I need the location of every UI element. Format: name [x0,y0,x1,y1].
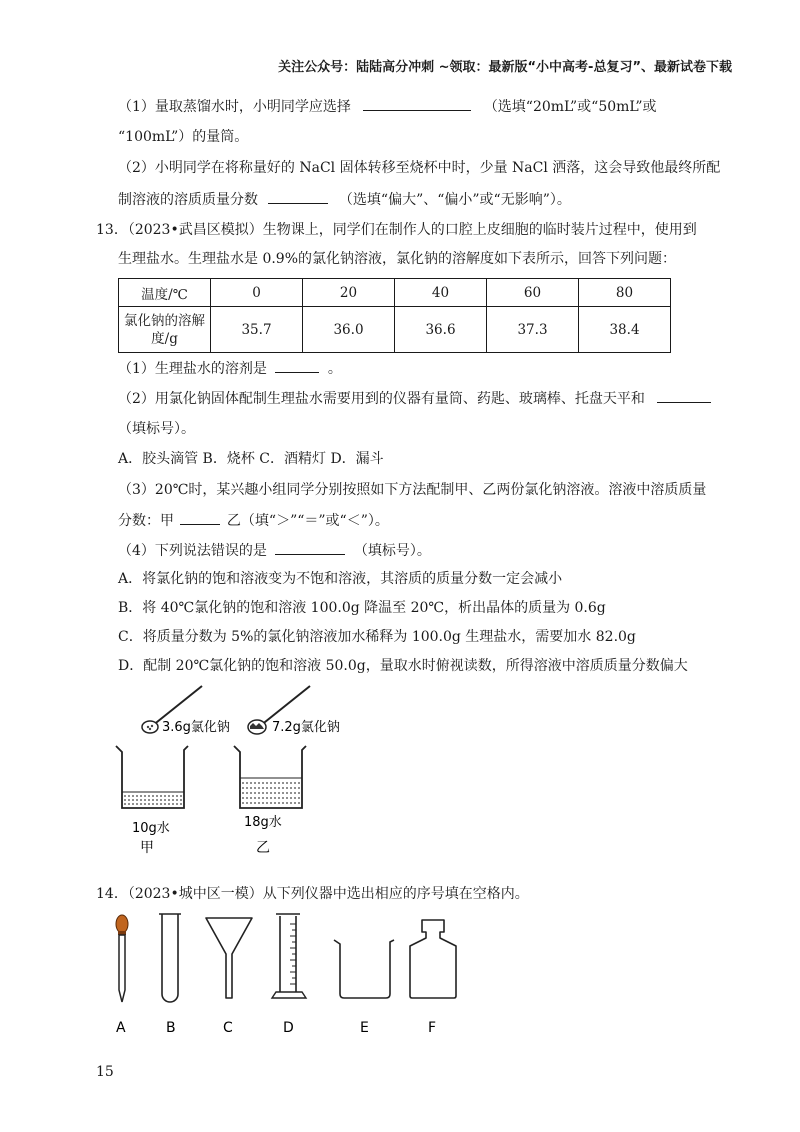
page-number: 15 [96,1064,114,1080]
table-cell: 35.7 [211,307,303,353]
reagent-bottle-icon [410,920,456,998]
answer-blank[interactable] [275,540,345,555]
solubility-table [118,278,671,353]
q14-stem: 14．（2023•城中区一模）从下列仪器中选出相应的序号填在空格内。 [96,886,529,902]
label-b: B [166,1020,176,1036]
answer-blank[interactable] [275,358,319,373]
label-f: F [428,1020,437,1036]
beaker-yi [234,746,306,808]
jia-label: 甲 [140,840,154,856]
table-cell: 40 [395,279,487,307]
table-cell: 37.3 [487,307,579,353]
table-cell: 38.4 [579,307,671,353]
table-row [119,307,671,353]
q13-p1: （1）生理盐水的溶剂是 [118,361,267,377]
answer-blank[interactable] [657,388,711,403]
yi-label: 乙 [256,840,270,856]
table-cell [119,307,211,353]
table-cell: 20 [303,279,395,307]
table-cell: 0 [211,279,303,307]
q13-part4 [118,540,431,561]
page-header: 关注公众号：陆陆高分冲刺 ~领取：最新版“小中高考-总复习”、最新试卷下载 [278,60,732,75]
q13-stem-line1: 13．（2023•武昌区模拟）生物课上，同学们在制作人的口腔上皮细胞的临时装片过程中，使用到 [96,222,697,238]
q13-p2b: （填标号）。 [118,421,195,437]
q13-p3b-1: 分数：甲 [118,513,174,529]
table-cell: 80 [579,279,671,307]
row-label-line1: 氯化钠的溶解 [124,312,205,329]
table-cell: 温度/℃ [119,279,211,307]
q13-part1 [118,358,342,379]
beaker-jia [116,746,188,808]
q13-option-d: D．配制 20℃氯化钠的饱和溶液 50.0g，量取水时俯视读数，所得溶液中溶质质量分数偏大 [118,658,688,674]
q12-p2a: （2）小明同学在将称量好的 NaCl 固体转移至烧杯中时，少量 NaCl 洒落，这会导致他最终所配 [118,160,721,176]
beaker-figure [110,680,370,860]
q12-p2c: （选填“偏大”、“偏小”或“无影响”）。 [338,192,571,208]
table-cell: 36.0 [303,307,395,353]
q12-part1-line1 [118,96,657,117]
yi-salt-label: 7.2g氯化钠 [272,720,340,735]
q13-p1-end: 。 [327,361,342,377]
graduated-cylinder-icon [272,914,306,998]
answer-blank[interactable] [180,510,220,525]
q12-p1b: （选填“20mL”或“50mL”或 [483,99,657,115]
q13-stem-line2: 生理盐水。生理盐水是 0.9%的氯化钠溶液，氯化钠的溶解度如下表所示，回答下列问题： [118,251,677,267]
q13-p4: （4）下列说法错误的是 [118,543,267,559]
label-e: E [360,1020,369,1036]
q13-p2-options: A．胶头滴管 B．烧杯 C．酒精灯 D．漏斗 [118,451,384,467]
q13-part3-line2 [118,510,389,531]
q12-p1c: “100mL”）的量筒。 [118,129,249,145]
q13-p3b-2: 乙（填“＞”“＝”或“＜”）。 [226,513,389,529]
q13-p4-end: （填标号）。 [353,543,431,559]
table-cell: 60 [487,279,579,307]
q13-option-c: C．将质量分数为 5%的氯化钠溶液加水稀释为 100.0g 生理盐水，需要加水 82.0g [118,629,636,645]
q12-p2b: 制溶液的溶质质量分数 [118,192,258,208]
q13-p3a: （3）20℃时，某兴趣小组同学分别按照如下方法配制甲、乙两份氯化钠溶液。溶液中溶质质量 [118,482,707,498]
jia-water-label: 10g水 [132,821,170,836]
row-label-line2: 度/g [151,330,178,347]
answer-blank[interactable] [363,96,471,111]
table-cell: 36.6 [395,307,487,353]
apparatus-figure [100,910,460,1040]
label-d: D [283,1020,294,1036]
beaker-icon [334,940,394,998]
answer-blank[interactable] [268,189,328,204]
q13-option-b: B．将 40℃氯化钠的饱和溶液 100.0g 降温至 20℃，析出晶体的质量为 0.6g [118,600,606,616]
q12-p1a: （1）量取蒸馏水时，小明同学应选择 [118,99,351,115]
test-tube-icon [159,914,181,1002]
q12-part2-line2 [118,189,571,210]
label-c: C [223,1020,233,1036]
q13-part2 [118,388,711,409]
q13-p2a: （2）用氯化钠固体配制生理盐水需要用到的仪器有量筒、药匙、玻璃棒、托盘天平和 [118,391,645,407]
yi-water-label: 18g水 [244,815,282,830]
q13-option-a: A．将氯化钠的饱和溶液变为不饱和溶液，其溶质的质量分数一定会减小 [118,571,563,587]
label-a: A [116,1020,126,1036]
table-header-row [119,279,671,307]
jia-salt-label: 3.6g氯化钠 [162,720,230,735]
dropper-icon [116,915,128,1002]
funnel-icon [206,918,252,998]
